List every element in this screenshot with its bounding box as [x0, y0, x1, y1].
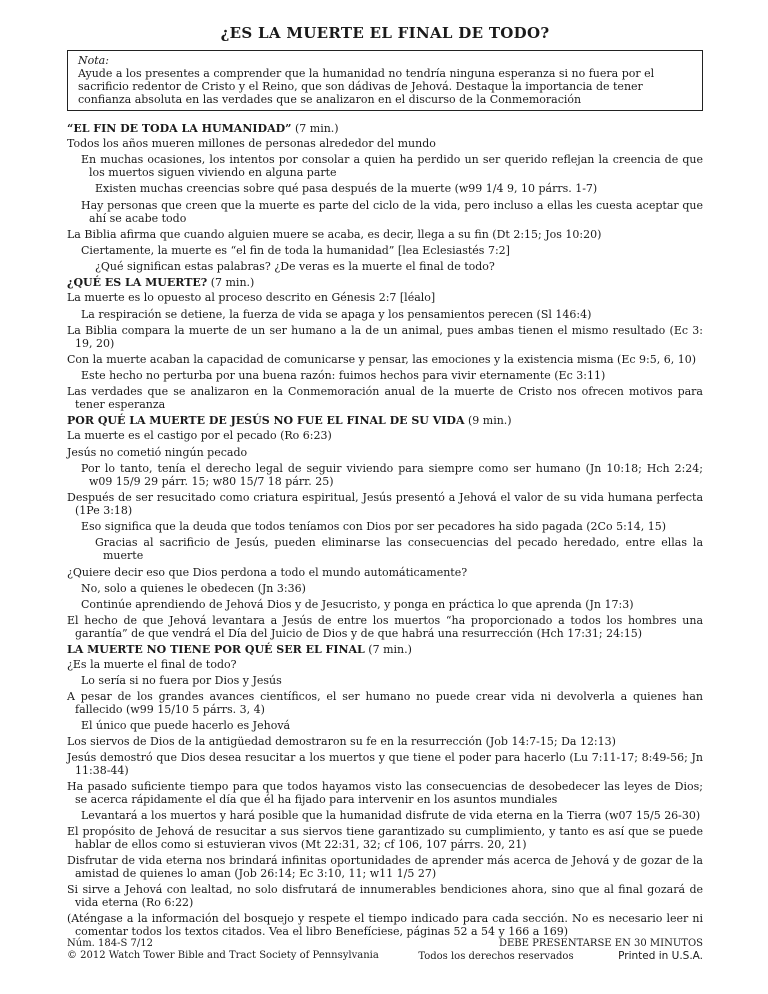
section-title: LA MUERTE NO TIENE POR QUÉ SER EL FINAL	[67, 643, 365, 657]
outline-point: ¿Es la muerte el final de todo?	[67, 658, 237, 672]
outline-point: Jesús demostró que Dios desea resucitar a los muertos y que tiene el poder para hacerlo (Lu 7:11-17; 8:49-56; Jn 11:38-44)	[67, 751, 703, 778]
outline-point: (Aténgase a la información del bosquejo y respete el tiempo indicado para cada sección. No es necesario leer ni comentar todos los textos citados. Vea el libro Benefíciese, páginas 52 a 54 y 166 a 169)	[67, 912, 703, 939]
section-heading	[67, 414, 703, 428]
outline-point: Existen muchas creencias sobre qué pasa después de la muerte (w99 1/4 9, 10 párrs. 1-7)	[95, 182, 598, 196]
outline-point: Ha pasado suficiente tiempo para que todos hayamos visto las consecuencias de desobedecer las leyes de Dios; se acerca rápidamente el día que él ha fijado para intervenir en los asuntos mundiales	[67, 780, 703, 807]
outline-section	[67, 414, 703, 640]
outline-point: El único que puede hacerlo es Jehová	[81, 719, 291, 733]
outline-point: ¿Quiere decir eso que Dios perdona a todo el mundo automáticamente?	[67, 565, 468, 579]
section-heading	[67, 122, 703, 136]
outline-point: Con la muerte acaban la capacidad de comunicarse y pensar, las emociones y la existencia misma (Ec 9:5, 6, 10)	[67, 352, 696, 366]
outline-point: Los siervos de Dios de la antigüedad demostraron su fe en la resurrección (Job 14:7-15; Da 12:13)	[67, 735, 616, 749]
outline-point: A pesar de los grandes avances científicos, el ser humano no puede crear vida ni devolverla a quienes han fallecido (w99 15/10 5 párrs. 3, 4)	[67, 690, 703, 717]
outline-point: Jesús no cometió ningún pecado	[67, 445, 248, 459]
outline-point: Gracias al sacrificio de Jesús, pueden eliminarse las consecuencias del pecado heredado, entre ellas la muerte	[95, 536, 703, 563]
outline-point: Después de ser resucitado como criatura espiritual, Jesús presentó a Jehová el valor de su vida humana perfecta (1Pe 3:18)	[67, 491, 703, 517]
outline-point: ¿Qué significan estas palabras? ¿De veras es la muerte el final de todo?	[95, 260, 495, 274]
section-title: “EL FIN DE TODA LA HUMANIDAD”	[67, 122, 292, 135]
outline-point: Si sirve a Jehová con lealtad, no solo disfrutará de innumerables bendiciones ahora, sino que al final gozará de vida eterna (Ro 6:22)	[67, 883, 703, 910]
outline-point: Continúe aprendiendo de Jehová Dios y de Jesucristo, y ponga en práctica lo que aprenda (Jn 17:3)	[81, 597, 634, 611]
section-heading	[67, 643, 703, 657]
note-box	[67, 50, 703, 111]
outline-point: La Biblia compara la muerte de un ser humano a la de un animal, pues ambas tienen el mismo resultado (Ec 3: 19, 20)	[67, 323, 703, 350]
outline-point: Todos los años mueren millones de personas alrededor del mundo	[67, 137, 436, 150]
outline-point: La muerte es el castigo por el pecado (Ro 6:23)	[67, 429, 332, 443]
section-time: (7 min.)	[210, 276, 255, 290]
outline-point: Hay personas que creen que la muerte es parte del ciclo de la vida, pero incluso a ellas les cuesta aceptar que ahí se acabe todo	[81, 198, 703, 225]
outline-point: La respiración se detiene, la fuerza de vida se apaga y los pensamientos perecen (Sl 146:4)	[81, 307, 592, 321]
outline-page	[67, 24, 703, 941]
footer-right	[418, 938, 703, 963]
outline-point: Eso significa que la deuda que todos teníamos con Dios por ser pecadores ha sido pagada (2Co 5:14, 15)	[81, 520, 667, 534]
outline-section	[67, 643, 703, 938]
outline-point: Ciertamente, la muerte es “el fin de toda la humanidad” [lea Eclesiastés 7:2]	[81, 243, 510, 257]
publication-number: Núm. 184-S 7/12	[67, 938, 153, 949]
outline-point: En muchas ocasiones, los intentos por consolar a quien ha perdido un ser querido reflejan la creencia de que los muertos siguen viviendo en alguna parte	[81, 153, 703, 180]
printed-in: Printed in U.S.A.	[618, 950, 703, 962]
note-label: Nota:	[78, 54, 109, 67]
outline-point: El hecho de que Jehová levantara a Jesús de entre los muertos “ha proporcionado a todos los hombres una garantía” de que vendrá el Día del Juicio de Dios y de que habrá una resurrección (Hch 17:31; 24:15)	[67, 614, 703, 641]
outline-point: Lo sería si no fuera por Dios y Jesús	[81, 674, 282, 688]
section-time: (7 min.)	[368, 643, 412, 657]
outline-point: Este hecho no perturba por una buena razón: fuimos hechos para vivir eternamente (Ec 3:11)	[81, 369, 606, 383]
outline-point: Por lo tanto, tenía el derecho legal de seguir viviendo para siempre como ser humano (Jn 10:18; Hch 2:24; w09 15/9 29 párr. 15; w80 15/7 18 párr. 25)	[81, 461, 703, 488]
rights-reserved: Todos los derechos reservados	[418, 951, 574, 962]
outline-point: No, solo a quienes le obedecen (Jn 3:36)	[81, 581, 306, 595]
section-time: (9 min.)	[467, 414, 512, 428]
footer-left	[67, 938, 379, 962]
section-time: (7 min.)	[294, 122, 339, 135]
page-title: ¿ES LA MUERTE EL FINAL DE TODO?	[220, 24, 550, 42]
section-heading	[67, 276, 703, 290]
duration-note: DEBE PRESENTARSE EN 30 MINUTOS	[498, 938, 703, 949]
section-title: ¿QUÉ ES LA MUERTE?	[67, 276, 208, 290]
outline-section	[67, 122, 703, 273]
outline-point: La muerte es lo opuesto al proceso descrito en Génesis 2:7 [léalo]	[67, 291, 436, 305]
outline-point: Levantará a los muertos y hará posible que la humanidad disfrute de vida eterna en la Tierra (w07 15/5 26-30)	[81, 809, 701, 823]
rights-line	[418, 950, 703, 963]
outline-point: La Biblia afirma que cuando alguien muere se acaba, es decir, llega a su fin (Dt 2:15; Jos 10:20)	[67, 227, 602, 241]
outline-point: El propósito de Jehová de resucitar a sus siervos tiene garantizado su cumplimiento, y tanto es así que se puede hablar de ellos como si estuvieran vivos (Mt 22:31, 32; cf 106, 107 párrs. 20, 21)	[67, 825, 703, 852]
note-text: Ayude a los presentes a comprender que la humanidad no tendría ninguna esperanza si no fuera por el sacrificio redentor de Cristo y el Reino, que son dádivas de Jehová. Destaque la importancia de tener confianza absoluta en las verdades que se analizaron en el discurso de la Conmemoración	[78, 67, 655, 106]
outline-point: Las verdades que se analizaron en la Conmemoración anual de la muerte de Cristo nos ofrecen motivos para tener esperanza	[67, 385, 703, 412]
copyright-line: © 2012 Watch Tower Bible and Tract Society of Pennsylvania	[67, 950, 379, 961]
outline-sections	[67, 122, 703, 938]
outline-section	[67, 276, 703, 411]
outline-point: Disfrutar de vida eterna nos brindará infinitas oportunidades de aprender más acerca de Jehová y de gozar de la amistad de quienes lo aman (Job 26:14; Ec 3:10, 11; w11 1/5 27)	[67, 854, 703, 881]
section-title: POR QUÉ LA MUERTE DE JESÚS NO FUE EL FINAL DE SU VIDA	[67, 414, 465, 428]
